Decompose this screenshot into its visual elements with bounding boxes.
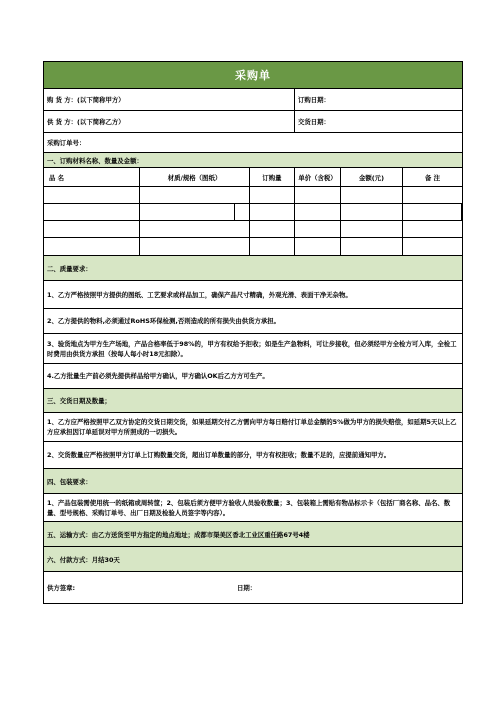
- table-cell[interactable]: [44, 204, 140, 220]
- quality-row: [43, 281, 463, 309]
- table-cell[interactable]: [295, 238, 341, 255]
- column-header: 金额(元): [341, 168, 403, 186]
- packaging-row: [43, 494, 463, 522]
- table-cell[interactable]: [250, 221, 295, 237]
- table-row: [43, 204, 463, 221]
- section3-header: [43, 389, 463, 413]
- table-row: [43, 221, 463, 238]
- table-cell[interactable]: [341, 238, 403, 255]
- table-cell[interactable]: [403, 204, 462, 220]
- table-cell[interactable]: [403, 221, 462, 237]
- table-row: [43, 187, 463, 204]
- title-row: [43, 61, 463, 89]
- packaging-item: 1、产品包装需使用统一的纸箱或周转筐；2、包装后须方便甲方验收人员验收数量；3、包装箱上需贴有物品标示卡（包括厂商名称、品名、数量、型号规格、采购订单号、出厂日期及检验人员签字等内容）。: [47, 498, 451, 517]
- delivery-item: 2、交货数量应严格按照甲方订单上订购数量交货，超出订单数量的部分，甲方有权拒收；数量不足的，应提前通知甲方。: [47, 451, 391, 459]
- column-header: 订购量: [250, 168, 295, 186]
- section-title: 二、质量要求：: [44, 256, 462, 280]
- signature-row: [43, 572, 463, 604]
- table-cell[interactable]: [140, 221, 250, 237]
- section6-row: [43, 547, 463, 572]
- order-date-field[interactable]: 订购日期：: [298, 96, 330, 104]
- delivery-row: [43, 413, 463, 442]
- delivery-row: [43, 442, 463, 469]
- order-no-field[interactable]: 采购订单号：: [47, 139, 86, 147]
- payment-method: 六、付款方式：月结30天: [44, 547, 462, 571]
- table-cell[interactable]: [403, 238, 462, 255]
- quality-row: [43, 309, 463, 334]
- purchase-order-form: [43, 61, 463, 604]
- table-cell[interactable]: [140, 238, 250, 255]
- supplier-field[interactable]: 供 货 方：(以下简称乙方）: [44, 111, 295, 132]
- section1-header: [43, 153, 463, 168]
- table-cell[interactable]: [341, 187, 403, 203]
- section4-header: [43, 469, 463, 494]
- delivery-item: 1、乙方应严格按照甲乙双方协定的交货日期交货，如果延期交付乙方需向甲方每日赔付订单总金额的5%做为甲方的损失赔偿，如延期5天以上乙方应承担因订单延误对甲方所照成的一切损失。: [47, 418, 457, 436]
- column-header: 材质/规格（图纸）: [140, 168, 250, 186]
- table-cell[interactable]: [295, 204, 341, 220]
- table-cell[interactable]: [44, 221, 140, 237]
- cell-divider: [234, 204, 235, 220]
- table-cell[interactable]: [295, 187, 341, 203]
- supplier-row: [43, 111, 463, 133]
- buyer-row: [43, 89, 463, 111]
- quality-item: 1、乙方严格按照甲方提供的图纸、工艺要求或样品加工，确保产品尺寸精确，外观光滑、表面干净无杂物。: [47, 290, 352, 299]
- quality-item: 2、乙方提供的物料,必须通过RoHS环保检测,否则造成的所有损失由供货方承担。: [47, 317, 281, 325]
- table-cell[interactable]: [250, 238, 295, 255]
- buyer-field[interactable]: 购 货 方：(以下简称甲方）: [44, 89, 295, 110]
- supplier-signature-field[interactable]: 供方签章:: [47, 584, 76, 592]
- order-no-row: [43, 133, 463, 153]
- table-row: [43, 238, 463, 256]
- section-title: 四、包装要求：: [44, 469, 462, 493]
- column-header: 备 注: [424, 173, 440, 182]
- table-cell[interactable]: [295, 221, 341, 237]
- table-cell[interactable]: [250, 187, 295, 203]
- column-header: 单价（含税）: [295, 168, 341, 186]
- section-title: 三、交货日期及数量；: [44, 389, 462, 412]
- table-cell[interactable]: [403, 187, 462, 203]
- quality-item: 4.乙方批量生产前必须先提供样品给甲方确认，甲方确认OK后乙方方可生产。: [47, 372, 269, 380]
- column-header: 品 名: [44, 168, 140, 186]
- quality-item: 3、验货地点为甲方生产场地，产品合格率低于98%的，甲方有权给予拒收；如是生产急物料，可让步接收，但必须经甲方全检方可入库，全检工时费用由供货方承担（按每人每小时18元扣除）。: [47, 339, 457, 358]
- table-cell[interactable]: [341, 204, 403, 220]
- transport-method: 五、运输方式：由乙方送货至甲方指定的地点地址；成都市渠美区香北工业区重任路67号4楼: [44, 522, 462, 546]
- form-title: 采购单: [44, 62, 462, 88]
- section5-row: [43, 522, 463, 547]
- items-table-header: [43, 168, 463, 187]
- signature-date-field[interactable]: 日期：: [237, 584, 257, 592]
- quality-row: [43, 364, 463, 389]
- table-cell[interactable]: [341, 221, 403, 237]
- section2-header: [43, 256, 463, 281]
- section-title: 一、订购材料名称、数量及金额：: [44, 153, 462, 167]
- table-cell[interactable]: [140, 187, 250, 203]
- quality-row: [43, 334, 463, 364]
- table-cell[interactable]: [250, 204, 295, 220]
- delivery-date-field[interactable]: 交货日期：: [298, 118, 330, 126]
- table-cell[interactable]: [44, 238, 140, 255]
- table-cell[interactable]: [44, 187, 140, 203]
